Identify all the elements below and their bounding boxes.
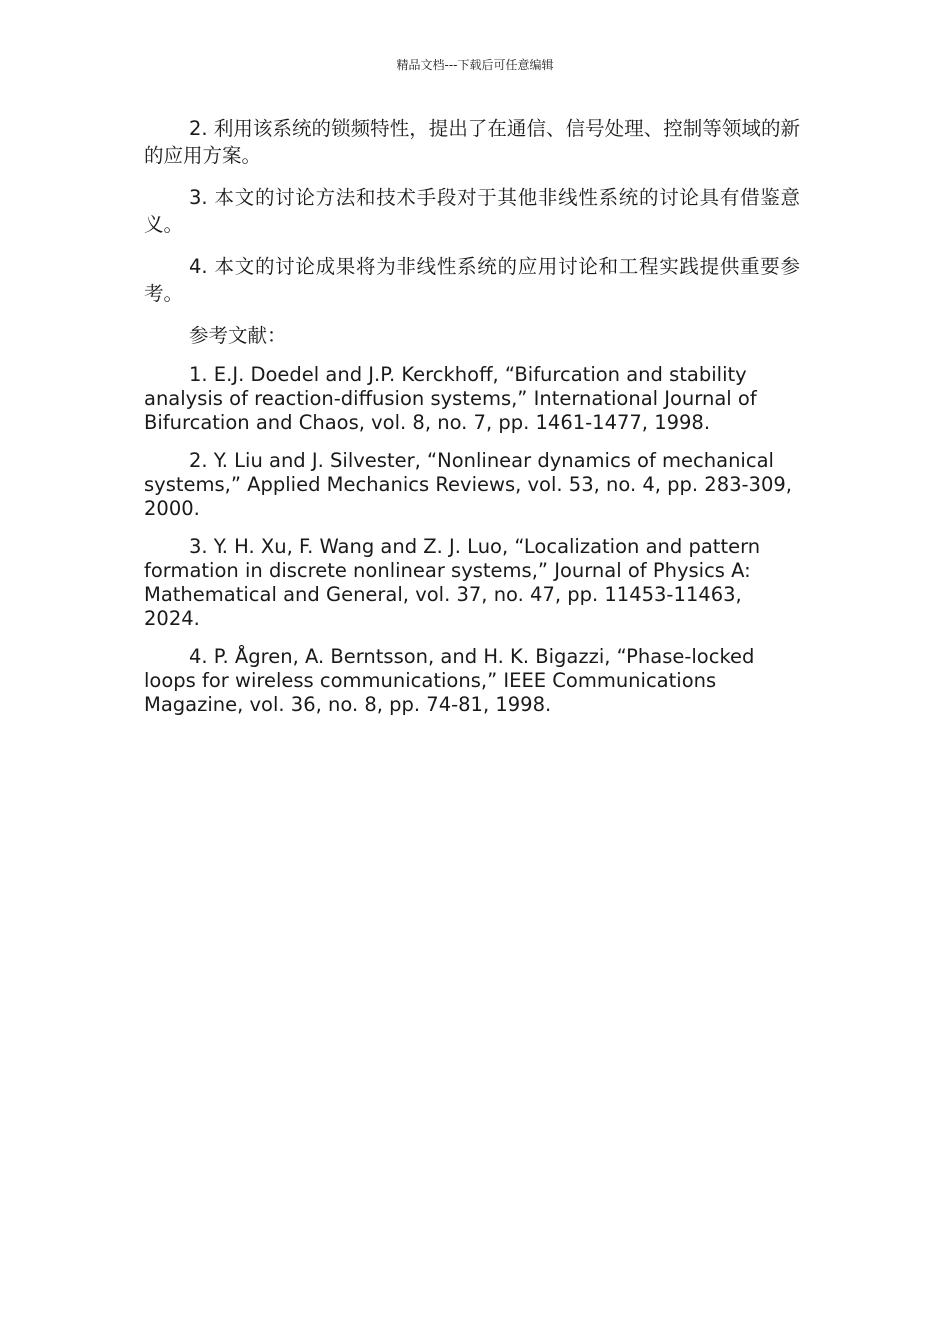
- reference-item-3: 3. Y. H. Xu, F. Wang and Z. J. Luo, “Localization and pattern formation in discrete nonlinear systems,” Journal of Physics A: Mathematical and General, vol. 37, no. 47, pp. 11453-11463, 2024.: [144, 535, 761, 630]
- document-body: [144, 115, 800, 731]
- contribution-paragraph-2: 2. 利用该系统的锁频特性，提出了在通信、信号处理、控制等领域的新的应用方案。: [144, 117, 800, 167]
- references-heading: 参考文献：: [189, 324, 287, 347]
- reference-item-4: 4. P. Ågren, A. Berntsson, and H. K. Bigazzi, “Phase-locked loops for wireless communications,” IEEE Communications Magazine, vol. 36, no. 8, pp. 74-81, 1998.: [144, 645, 755, 716]
- contribution-paragraph-4: 4. 本文的讨论成果将为非线性系统的应用讨论和工程实践提供重要参考。: [144, 255, 800, 305]
- page-header: 精品文档---下载后可任意编辑: [396, 58, 554, 72]
- contribution-paragraph-3: 3. 本文的讨论方法和技术手段对于其他非线性系统的讨论具有借鉴意义。: [144, 186, 800, 236]
- reference-item-2: 2. Y. Liu and J. Silvester, “Nonlinear dynamics of mechanical systems,” Applied Mechanics Reviews, vol. 53, no. 4, pp. 283-309, 2000.: [144, 449, 792, 520]
- reference-item-1: 1. E.J. Doedel and J.P. Kerckhoff, “Bifurcation and stability analysis of reaction-diffusion systems,” International Journal of Bifurcation and Chaos, vol. 8, no. 7, pp. 1461-1477, 1998.: [144, 363, 757, 434]
